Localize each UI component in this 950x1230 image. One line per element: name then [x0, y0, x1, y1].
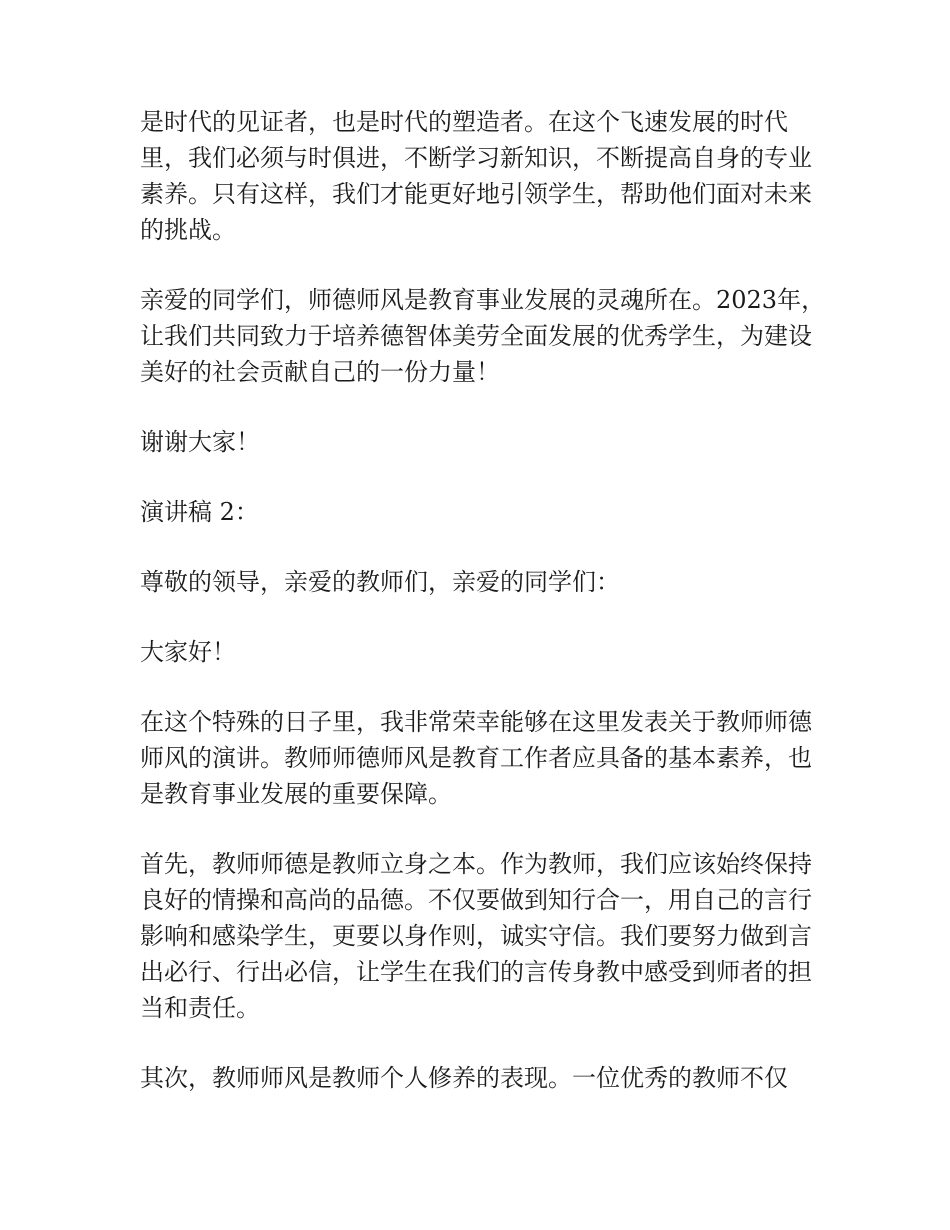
section-heading: 演讲稿 2： — [140, 498, 259, 526]
paragraph: 是时代的见证者，也是时代的塑造者。在这个飞速发展的时代里，我们必须与时俱进，不断学习新知识，不断提高自身的专业素养。只有这样，我们才能更好地引领学生，帮助他们面对未来的挑战。 — [140, 108, 812, 244]
paragraph: 在这个特殊的日子里，我非常荣幸能够在这里发表关于教师师德师风的演讲。教师师德师风是教育工作者应具备的基本素养，也是教育事业发展的重要保障。 — [140, 708, 812, 808]
paragraph: 其次，教师师风是教师个人修养的表现。一位优秀的教师不仅 — [140, 1064, 788, 1092]
paragraph: 首先，教师师德是教师立身之本。作为教师，我们应该始终保持良好的情操和高尚的品德。不仅要做到知行合一，用自己的言行影响和感染学生，更要以身作则，诚实守信。我们要努力做到言出必行、行出必信，让学生在我们的言传身教中感受到师者的担当和责任。 — [140, 850, 812, 1022]
document-body — [140, 104, 830, 1096]
paragraph: 亲爱的同学们，师德师风是教育事业发展的灵魂所在。2023年，让我们共同致力于培养德智体美劳全面发展的优秀学生，为建设美好的社会贡献自己的一份力量！ — [140, 286, 826, 386]
salutation: 尊敬的领导，亲爱的教师们，亲爱的同学们： — [140, 568, 620, 596]
greeting: 大家好！ — [140, 638, 236, 666]
paragraph: 谢谢大家！ — [140, 428, 260, 456]
